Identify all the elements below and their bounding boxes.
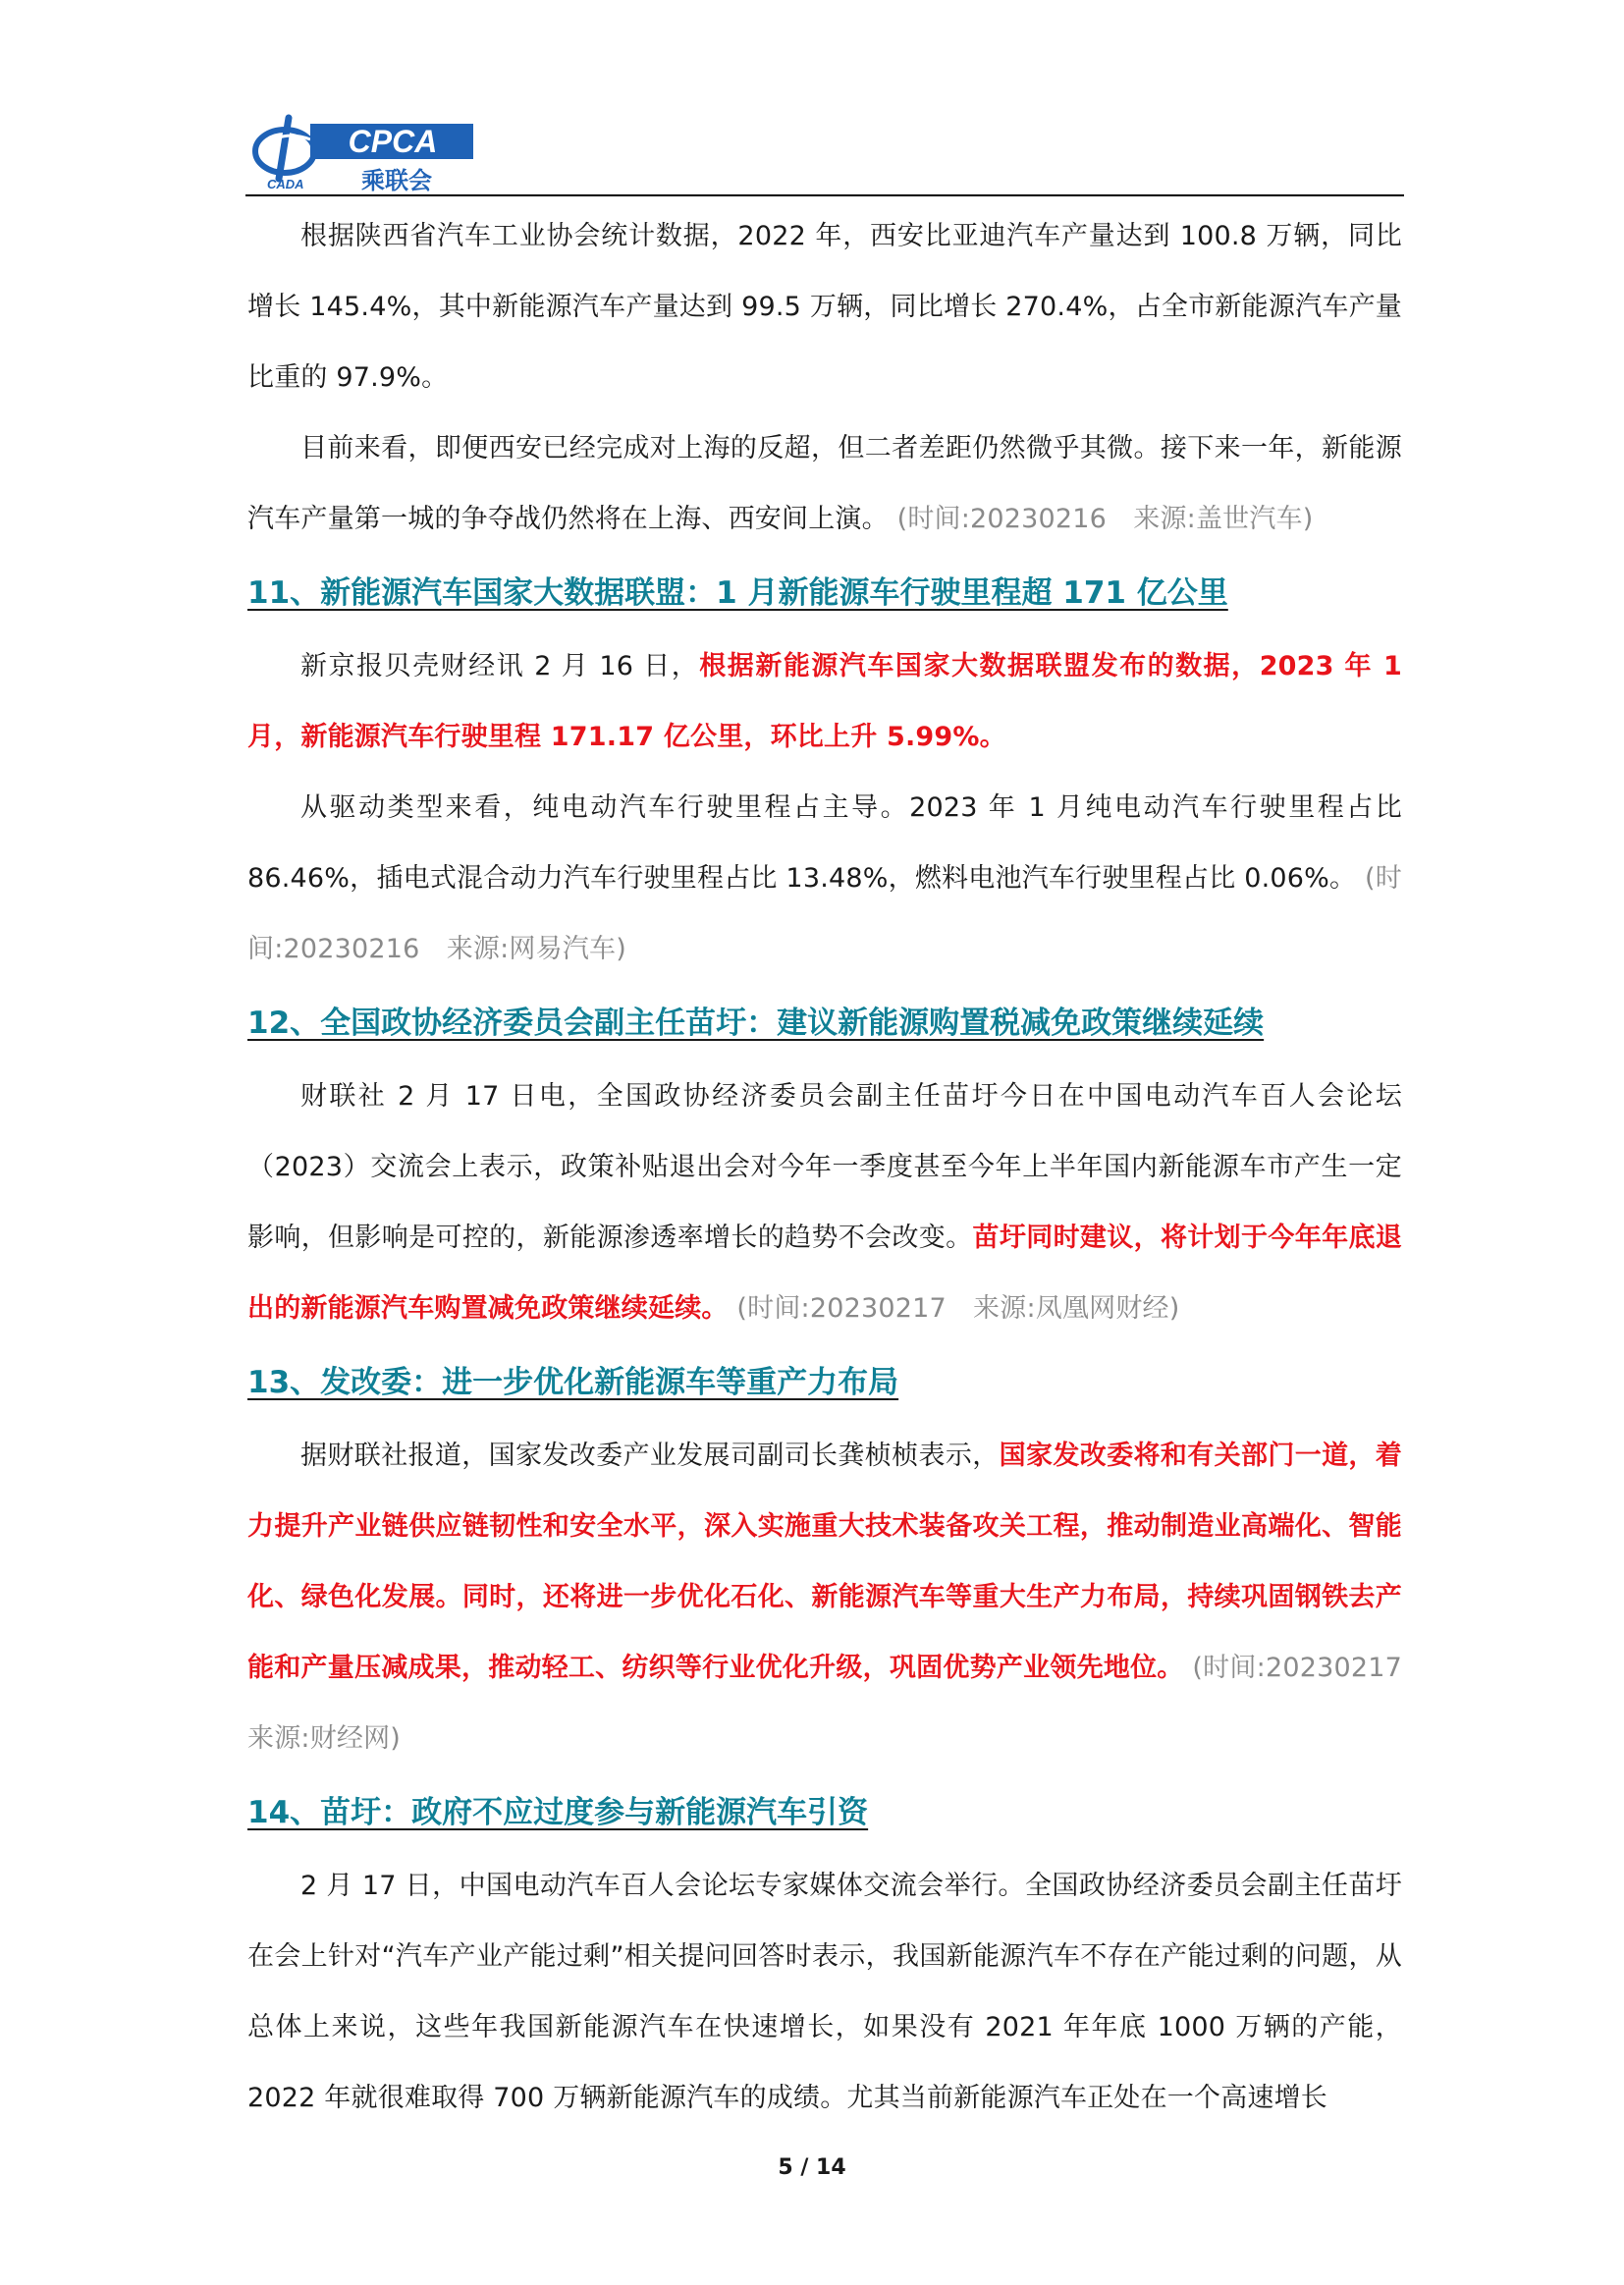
paragraph: 新京报贝壳财经讯 2 月 16 日，根据新能源汽车国家大数据联盟发布的数据，2023 年 1 月，新能源汽车行驶里程 171.17 亿公里，环比上升 5.99%。: [247, 651, 1402, 752]
section-heading: 11、新能源汽车国家大数据联盟：1 月新能源车行驶里程超 171 亿公里: [247, 575, 1228, 611]
highlight-text: 根据新能源汽车国家大数据联盟发布的数据，2023 年 1 月，新能源汽车行驶里程 171.17 亿公里，环比上升 5.99%。: [247, 651, 1402, 752]
source-note: (时间:20230216 来源:网易汽车): [247, 863, 1402, 964]
cpca-logo: [245, 110, 481, 194]
section-heading: 14、苗圩：政府不应过度参与新能源汽车引资: [247, 1795, 869, 1830]
svg-text:CADA: CADA: [267, 177, 304, 191]
highlight-text: 国家发改委将和有关部门一道，着力提升产业链供应链韧性和安全水平，深入实施重大技术装备攻关工程，推动制造业高端化、智能化、绿色化发展。同时，还将进一步优化石化、新能源汽车等重大生产力布局，持续巩固钢铁去产能和产量压减成果，推动轻工、纺织等行业优化升级，巩固优势产业领先地位。: [247, 1441, 1403, 1683]
page-header: [245, 110, 1404, 194]
source-note: (时间:20230216 来源:盖世汽车): [896, 504, 1314, 534]
paragraph: 2 月 17 日，中国电动汽车百人会论坛专家媒体交流会举行。全国政协经济委员会副主任苗圩在会上针对“汽车产业产能过剩”相关提问回答时表示，我国新能源汽车不存在产能过剩的问题，从总体上来说，这些年我国新能源汽车在快速增长，如果没有 2021 年年底 1000 万辆的产能，2022 年就很难取得 700 万辆新能源汽车的成绩。尤其当前新能源汽车正处在一个高速增长: [247, 1871, 1402, 2113]
header-rule: [245, 194, 1404, 196]
source-note: (时间:20230217 来源:财经网): [247, 1653, 1430, 1754]
paragraph: 据财联社报道，国家发改委产业发展司副司长龚桢桢表示，国家发改委将和有关部门一道，着力提升产业链供应链韧性和安全水平，深入实施重大技术装备攻关工程，推动制造业高端化、智能化、绿色化发展。同时，还将进一步优化石化、新能源汽车等重大生产力布局，持续巩固钢铁去产能和产量压减成果，推动轻工、纺织等行业优化升级，巩固优势产业领先地位。 (时间:20230217 来源:财经网): [247, 1441, 1430, 1754]
highlight-text: 苗圩同时建议，将计划于今年年底退出的新能源汽车购置减免政策继续延续。: [247, 1223, 1402, 1324]
paragraph: 目前来看，即便西安已经完成对上海的反超，但二者差距仍然微乎其微。接下来一年，新能源汽车产量第一城的争夺战仍然将在上海、西安间上演。 (时间:20230216 来源:盖世汽车): [247, 433, 1402, 534]
section-heading: 13、发改委：进一步优化新能源车等重产力布局: [247, 1365, 899, 1400]
section-heading: 12、全国政协经济委员会副主任苗圩：建议新能源购置税减免政策继续延续: [247, 1006, 1265, 1041]
paragraph: 从驱动类型来看，纯电动汽车行驶里程占主导。2023 年 1 月纯电动汽车行驶里程占比 86.46%，插电式混合动力汽车行驶里程占比 13.48%，燃料电池汽车行驶里程占比 0.06%。 (时间:20230216 来源:网易汽车): [247, 792, 1402, 964]
paragraph: 根据陕西省汽车工业协会统计数据，2022 年，西安比亚迪汽车产量达到 100.8 万辆，同比增长 145.4%，其中新能源汽车产量达到 99.5 万辆，同比增长 270.4%，占全市新能源汽车产量比重的 97.9%。: [247, 221, 1402, 393]
source-note: (时间:20230217 来源:凤凰网财经): [736, 1293, 1180, 1324]
page-content: [247, 201, 1430, 2134]
page-number: 5 / 14: [778, 2155, 846, 2180]
svg-text:CPCA: CPCA: [348, 124, 438, 159]
svg-text:乘联会: 乘联会: [361, 167, 432, 194]
paragraph: 财联社 2 月 17 日电，全国政协经济委员会副主任苗圩今日在中国电动汽车百人会论坛（2023）交流会上表示，政策补贴退出会对今年一季度甚至今年上半年国内新能源车市产生一定影响，但影响是可控的，新能源渗透率增长的趋势不会改变。苗圩同时建议，将计划于今年年底退出的新能源汽车购置减免政策继续延续。 (时间:20230217 来源:凤凰网财经): [247, 1081, 1402, 1324]
